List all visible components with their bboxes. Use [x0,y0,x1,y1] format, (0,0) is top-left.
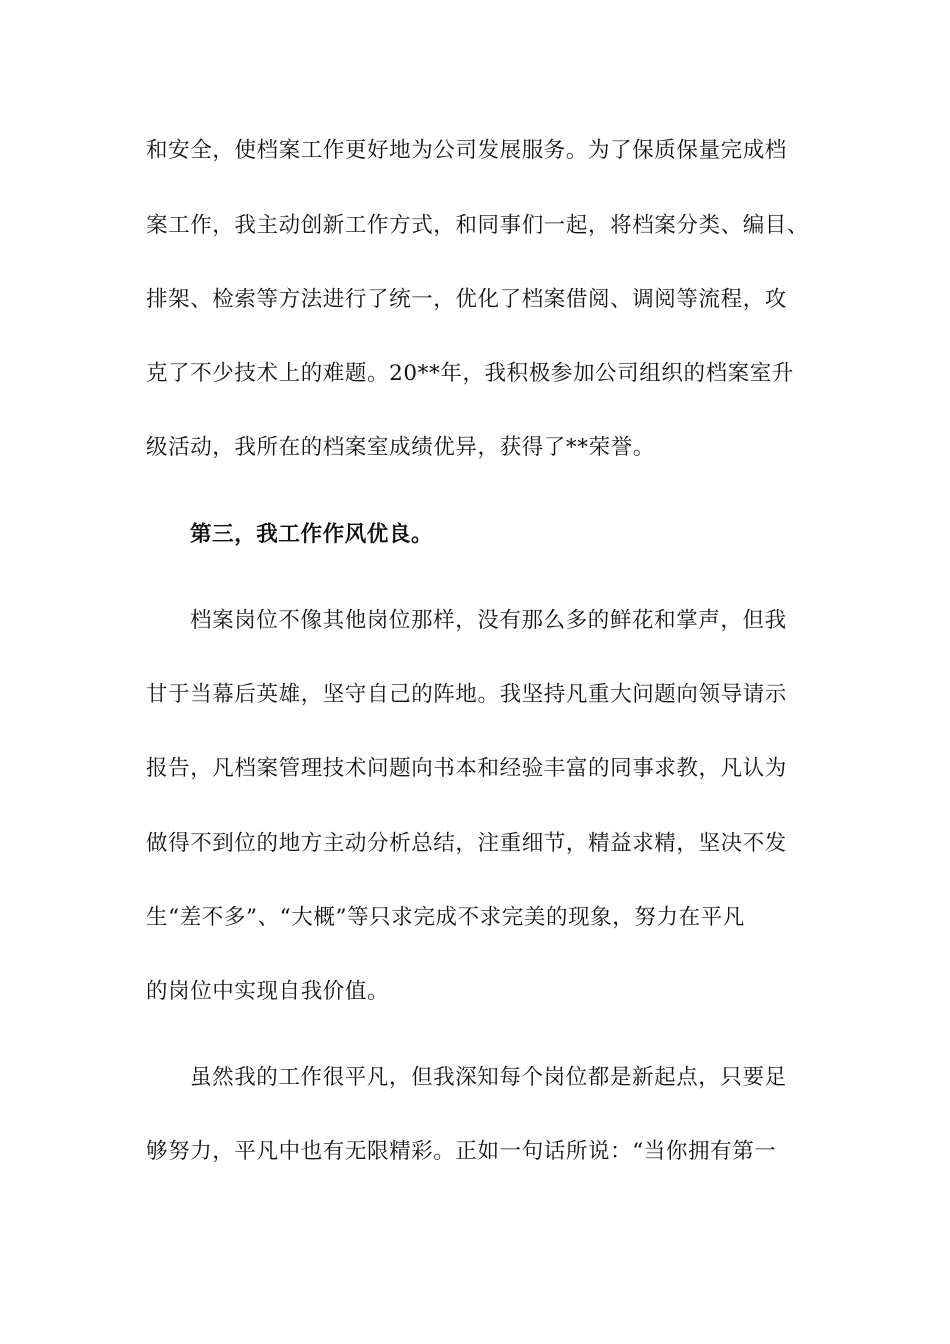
paragraph-line: 级活动，我所在的档案室成绩优异，获得了**荣誉。 [146,435,655,460]
section-heading: 第三，我工作作风优良。 [190,522,434,547]
paragraph-line: 排架、检索等方法进行了统一，优化了档案借阅、调阅等流程，攻 [146,287,787,312]
paragraph-line: 的岗位中实现自我价值。 [146,979,390,1004]
paragraph-line: 甘于当幕后英雄，坚守自己的阵地。我坚持凡重大问题向领导请示 [146,682,787,707]
paragraph-line: 和安全，使档案工作更好地为公司发展服务。为了保质保量完成档 [146,138,787,163]
paragraph-line: 克了不少技术上的难题。20**年，我积极参加公司组织的档案室升 [146,361,794,386]
paragraph-line: 生“差不多”、“大概”等只求完成不求完美的现象，努力在平凡 [146,905,745,930]
paragraph-line: 做得不到位的地方主动分析总结，注重细节，精益求精，坚决不发 [146,831,787,856]
paragraph-line: 档案岗位不像其他岗位那样，没有那么多的鲜花和掌声，但我 [190,608,787,633]
paragraph-line: 虽然我的工作很平凡，但我深知每个岗位都是新起点，只要足 [190,1065,787,1090]
paragraph-line: 案工作，我主动创新工作方式，和同事们一起，将档案分类、编目、 [146,213,810,238]
paragraph-line: 报告，凡档案管理技术问题向书本和经验丰富的同事求教，凡认为 [146,756,787,781]
paragraph-line: 够努力，平凡中也有无限精彩。正如一句话所说：“当你拥有第一 [146,1139,777,1164]
